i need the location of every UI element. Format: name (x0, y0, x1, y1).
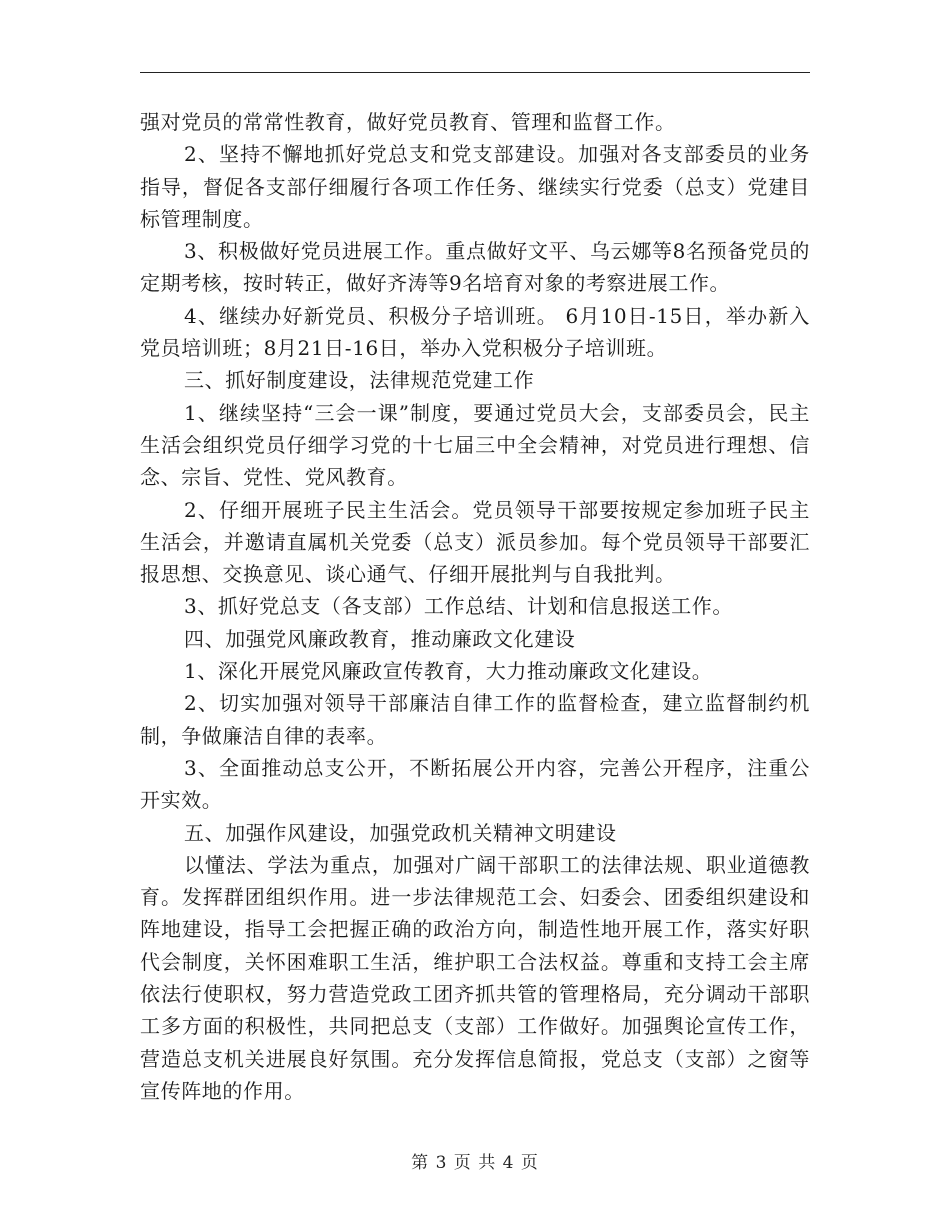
section-heading-4: 四、加强党风廉政教育，推动廉政文化建设 (184, 626, 576, 651)
paragraph-section3-item-2: 2、仔细开展班子民主生活会。党员领导干部要按规定参加班子民主生活会，并邀请直属机关党委（总支）派员参加。每个党员领导干部要汇报思想、交换意见、谈心通气、仔细开展批判与自我批判。 (140, 497, 810, 587)
paragraph-section4-item-2: 2、切实加强对领导干部廉洁自律工作的监督检查，建立监督制约机制，争做廉洁自律的表率。 (140, 691, 810, 748)
paragraph-continuation: 强对党员的常常性教育，做好党员教育、管理和监督工作。 (140, 110, 676, 134)
paragraph-section4-item-3: 3、全面推动总支公开，不断拓展公开内容，完善公开程序，注重公开实效。 (140, 755, 810, 813)
page-number-footer: 第 3 页 共 4 页 (411, 1153, 539, 1173)
document-body (140, 106, 810, 1107)
paragraph-section3-item-1: 1、继续坚持“三会一课”制度，要通过党员大会，支部委员会，民主生活会组织党员仔细学习党的十七届三中全会精神，对党员进行理想、信念、宗旨、党性、党风教育。 (140, 400, 810, 490)
paragraph-section3-item-3: 3、抓好党总支（各支部）工作总结、计划和信息报送工作。 (184, 594, 733, 619)
paragraph-item-4-training: 4、继续办好新党员、积极分子培训班。 6月10日-15日，举办新入党员培训班；8月21日-16日，举办入党积极分子培训班。 (140, 303, 810, 361)
section-heading-5: 五、加强作风建设，加强党政机关精神文明建设 (184, 820, 617, 845)
paragraph-section4-item-1: 1、深化开展党风廉政宣传教育，大力推动廉政文化建设。 (184, 659, 713, 684)
paragraph-section5-body: 以懂法、学法为重点，加强对广阔干部职工的法律法规、职业道德教育。发挥群团组织作用。进一步法律规范工会、妇委会、团委组织建设和阵地建设，指导工会把握正确的政治方向，制造性地开展工作，落实好职代会制度，关怀困难职工生活，维护职工合法权益。尊重和支持工会主席依法行使职权，努力营造党政工团齐抓共管的管理格局，充分调动干部职工多方面的积极性，共同把总支（支部）工作做好。加强舆论宣传工作，营造总支机关进展良好氛围。充分发挥信息简报，党总支（支部）之窗等宣传阵地的作用。 (140, 852, 810, 1103)
paragraph-item-3-member-development: 3、积极做好党员进展工作。重点做好文平、乌云娜等8名预备党员的定期考核，按时转正，做好齐涛等9名培育对象的考察进展工作。 (140, 239, 810, 296)
paragraph-item-2-branch-building: 2、坚持不懈地抓好党总支和党支部建设。加强对各支部委员的业务指导，督促各支部仔细履行各项工作任务、继续实行党委（总支）党建目标管理制度。 (140, 142, 810, 231)
section-heading-3: 三、抓好制度建设，法律规范党建工作 (184, 368, 535, 393)
header-rule (140, 72, 810, 73)
